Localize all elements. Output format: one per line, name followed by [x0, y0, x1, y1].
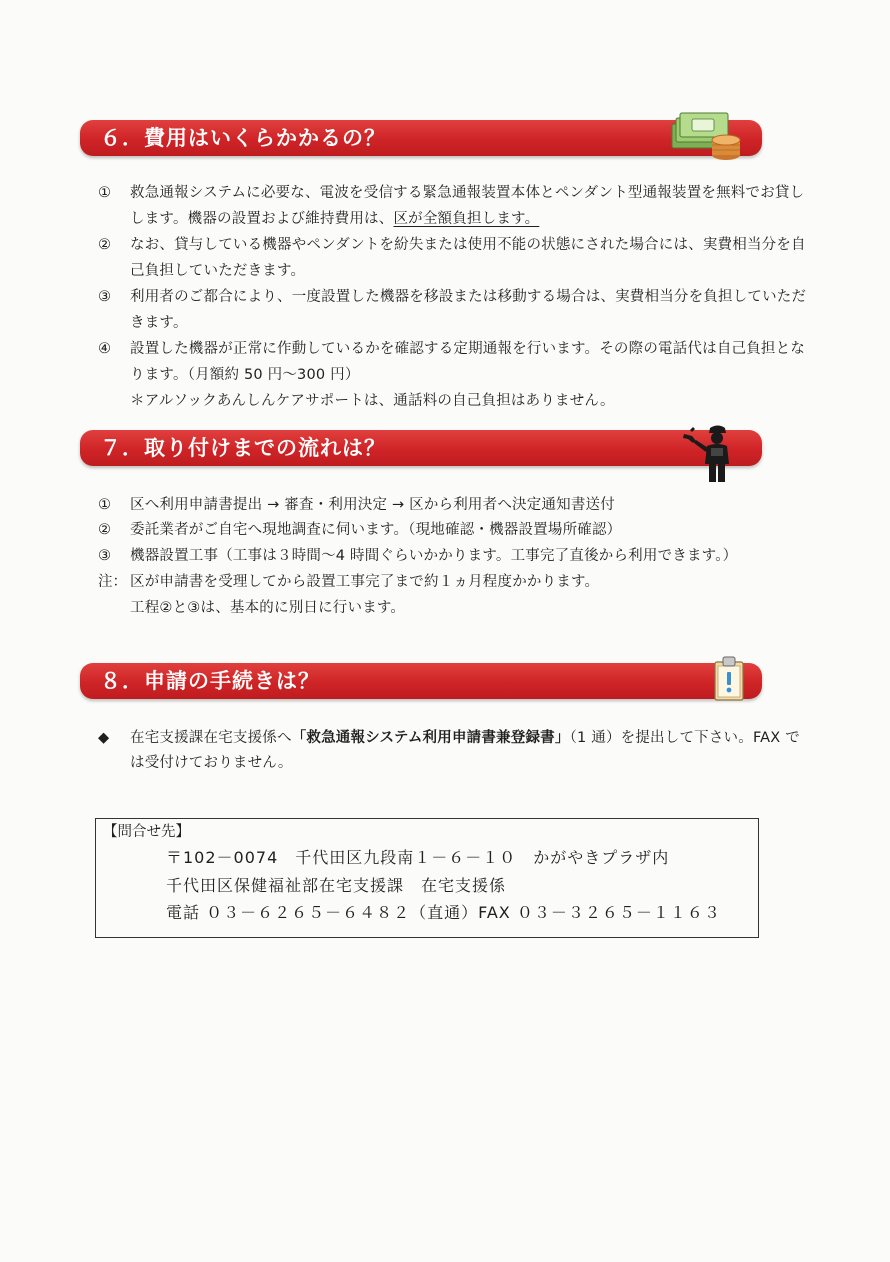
section-7-note-line-1: 区が申請書を受理してから設置工事完了まで約１ヵ月程度かかります。 — [130, 574, 600, 590]
contact-box — [95, 818, 759, 938]
section-7-item-2-marker: ② — [98, 522, 111, 538]
section-6-item-3-line-2: きます。 — [130, 315, 188, 331]
contact-title: 【問合せ先】 — [103, 824, 190, 840]
section-6-item-1-line-2-text: します。機器の設置および維持費用は、 — [130, 211, 394, 227]
contact-address: 〒102－0074 千代田区九段南１－６－１０ かがやきプラザ内 — [166, 848, 670, 867]
section-6-header — [80, 120, 762, 156]
section-6-item-4-marker: ④ — [98, 341, 111, 357]
section-6-item-2-marker: ② — [98, 237, 111, 253]
section-6-item-3-marker: ③ — [98, 289, 111, 305]
section-7-header — [80, 430, 762, 466]
section-7-item-2-text: 委託業者がご自宅へ現地調査に伺います。（現地確認・機器設置場所確認） — [130, 522, 622, 538]
section-8-line-2: は受付けておりません。 — [130, 755, 293, 771]
section-6-item-2-line-1: なお、貸与している機器やペンダントを紛失または使用不能の状態にされた場合には、実費相当分を自 — [130, 237, 806, 253]
section-6-item-4-line-2: ります。（月額約 50 円～300 円） — [130, 367, 360, 383]
section-8-header — [80, 663, 762, 699]
section-7-item-3-text: 機器設置工事（工事は３時間～4 時間ぐらいかかります。工事完了直後から利用できます。） — [130, 548, 738, 564]
section-8-bullet-marker: ◆ — [98, 730, 110, 746]
section-7-note-label: 注： — [98, 574, 127, 590]
section-6-item-3-line-1: 利用者のご都合により、一度設置した機器を移設または移動する場合は、実費相当分を負担していただ — [130, 289, 807, 305]
section-6-title: ６．費用はいくらかかるの？ — [100, 126, 386, 150]
section-6-item-1-line-1: 救急通報システムに必要な、電波を受信する緊急通報装置本体とペンダント型通報装置を無料でお貸し — [130, 185, 805, 201]
section-7-item-3-marker: ③ — [98, 548, 111, 564]
section-7-title: ７．取り付けまでの流れは？ — [100, 436, 386, 460]
section-7-item-1-text: 区へ利用申請書提出 → 審査・利用決定 → 区から利用者へ決定通知書送付 — [130, 497, 615, 513]
section-8-title: ８．申請の手続きは？ — [100, 669, 320, 693]
money-stack-icon — [668, 110, 744, 164]
contact-phone: 電話 ０３－６２６５－６４８２（直通）FAX ０３－３２６５－１１６３ — [166, 903, 721, 922]
section-8-form-name: 「救急通報システム利用申請書兼登録書」 — [291, 730, 570, 746]
section-8-line-1 — [130, 728, 800, 748]
section-6-item-1-marker: ① — [98, 185, 111, 201]
section-7-item-1-marker: ① — [98, 497, 111, 513]
section-7-note-line-2: 工程②と③は、基本的に別日に行います。 — [130, 600, 406, 616]
section-6-item-1-underlined-text: 区が全額負担します。 — [393, 211, 540, 227]
section-6-item-4-line-1: 設置した機器が正常に作動しているかを確認する定期通報を行います。その際の電話代は自己負担とな — [130, 341, 806, 357]
section-6-item-4-line-3: ＊アルソックあんしんケアサポートは、通話料の自己負担はありません。 — [130, 393, 615, 409]
section-6-item-2-line-2: 己負担していただきます。 — [130, 263, 306, 279]
section-6-item-1-line-2 — [130, 209, 539, 229]
section-8-line-1-end: （1 通）を提出して下さい。FAX で — [569, 730, 800, 746]
worker-with-wrench-icon — [680, 422, 736, 486]
section-8-line-1-start: 在宅支援課在宅支援係へ — [130, 730, 292, 746]
contact-department: 千代田区保健福祉部在宅支援課 在宅支援係 — [166, 876, 507, 895]
clipboard-icon — [712, 654, 746, 704]
